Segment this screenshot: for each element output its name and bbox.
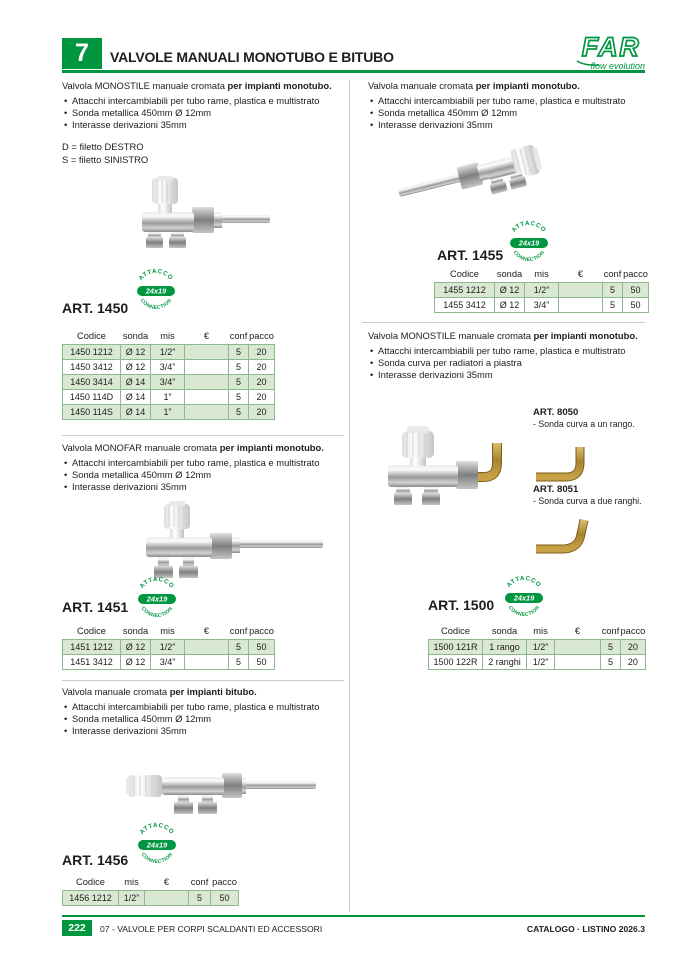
- svg-text:ATTACCO: [138, 822, 175, 836]
- bullet-item: • Sonda curva per radiatori a piastra: [368, 357, 646, 369]
- table-row: [435, 298, 649, 313]
- table-cell: 1”: [151, 405, 185, 420]
- badge-top-text: ATTACCO: [137, 268, 175, 282]
- column-header: conf: [190, 877, 209, 887]
- section-art-1456-text: [62, 686, 346, 737]
- column-header: €: [574, 626, 581, 636]
- product-description: [368, 80, 646, 93]
- table-cell: 1/2”: [527, 655, 555, 670]
- table-cell: 1 rango: [483, 640, 527, 655]
- table-row: [63, 390, 275, 405]
- column-header: mis: [533, 626, 548, 636]
- intro-bold-text: per impianti monotubo.: [227, 80, 332, 91]
- badge-center-text: 24x19: [146, 594, 168, 604]
- sub-article-8051: [533, 484, 651, 506]
- column-header: Codice: [77, 331, 106, 341]
- far-logo-text: FAR: [581, 32, 641, 62]
- valve-1450-product-image: [138, 176, 270, 254]
- page-title: VALVOLE MANUALI MONOTUBO E BITUBO: [110, 49, 394, 65]
- column-header: pacco: [212, 877, 237, 887]
- column-header: mis: [124, 877, 139, 887]
- table-cell: 1450 3412: [63, 360, 121, 375]
- table-cell: [559, 298, 603, 313]
- table-cell: [185, 360, 229, 375]
- table-cell: Ø 12: [495, 283, 525, 298]
- feature-list: [368, 95, 646, 132]
- table-cell: 1450 1212: [63, 345, 121, 360]
- table-cell: 1456 1212: [63, 891, 119, 906]
- column-header: conf: [601, 626, 620, 636]
- table-cell: 3/4”: [151, 375, 185, 390]
- bullet-item: • Attacchi intercambiabili per tubo rame, plastica e multistrato: [62, 701, 346, 713]
- section-art-1451-text: [62, 442, 346, 493]
- art-1455-heading: ART. 1455: [437, 247, 504, 263]
- column-header: pacco: [249, 331, 274, 341]
- feature-list: [62, 457, 346, 494]
- table-cell: 50: [211, 891, 239, 906]
- table-cell: 3/4”: [151, 360, 185, 375]
- badge-bottom-text: CONNECTION: [506, 604, 542, 619]
- table-row: [63, 345, 275, 360]
- feature-list: [62, 701, 346, 738]
- section-divider-left-1: [62, 435, 344, 436]
- brass-probe-8051-image: [532, 509, 590, 555]
- section-divider-left-2: [62, 680, 344, 681]
- table-cell: 20: [249, 390, 275, 405]
- bullet-item: • Sonda metallica 450mm Ø 12mm: [62, 713, 346, 725]
- table-header-row: [435, 269, 649, 283]
- badge-top-text: ATTACCO: [505, 575, 543, 589]
- table-row: [63, 360, 275, 375]
- badge-top-text: ATTACCO: [510, 220, 548, 234]
- badge-top-text: ATTACCO: [138, 822, 176, 836]
- art-1451-heading: ART. 1451: [62, 599, 129, 615]
- table-cell: Ø 12: [121, 360, 151, 375]
- chapter-number-box: [62, 38, 102, 69]
- table-cell: 3/4”: [151, 655, 185, 670]
- column-header: mis: [160, 626, 175, 636]
- column-header: Codice: [450, 269, 479, 279]
- section-art-1500-text: [368, 330, 646, 381]
- table-row: [63, 405, 275, 420]
- attacco-24x19-badge: [501, 575, 547, 621]
- table-cell: 3/4”: [525, 298, 559, 313]
- art-8051-heading: ART. 8051: [533, 484, 579, 495]
- table-cell: 5: [603, 283, 623, 298]
- bullet-item: • Attacchi intercambiabili per tubo rame, plastica e multistrato: [62, 95, 346, 107]
- table-cell: [559, 283, 603, 298]
- chapter-number: 7: [75, 39, 89, 67]
- intro-bold-text: per impianti monotubo.: [475, 80, 580, 91]
- intro-text: Valvola manuale cromata: [368, 80, 474, 91]
- column-header: €: [163, 877, 170, 887]
- page-number-badge: [62, 920, 92, 936]
- badge-bottom-text: CONNECTION: [138, 297, 174, 312]
- table-cell: 1455 3412: [435, 298, 495, 313]
- table-cell: [185, 405, 229, 420]
- art-1500-table: [428, 626, 646, 670]
- section-art-1450-text: [62, 80, 346, 166]
- valve-1451-product-image: [128, 500, 323, 580]
- table-cell: 1/2”: [527, 640, 555, 655]
- intro-bold-text: per impianti monotubo.: [219, 442, 324, 453]
- section-art-1455-text: [368, 80, 646, 131]
- product-description: [62, 80, 346, 93]
- bullet-item: • Sonda metallica 450mm Ø 12mm: [62, 469, 346, 481]
- header-rule: [62, 70, 645, 73]
- table-cell: 20: [621, 655, 646, 670]
- table-cell: 5: [229, 405, 249, 420]
- table-cell: 1451 1212: [63, 640, 121, 655]
- table-cell: Ø 14: [121, 405, 151, 420]
- table-header-row: [429, 626, 646, 640]
- table-cell: 5: [601, 640, 621, 655]
- svg-text:CONNECTION: [140, 606, 174, 619]
- table-row: [435, 283, 649, 298]
- badge-top-text: ATTACCO: [138, 576, 176, 590]
- attacco-24x19-badge: [134, 576, 180, 622]
- table-header-row: [63, 331, 275, 345]
- table-cell: Ø 14: [121, 390, 151, 405]
- table-cell: [185, 640, 229, 655]
- column-header: Codice: [76, 877, 105, 887]
- art-1450-heading: ART. 1450: [62, 300, 129, 316]
- thread-notes: [62, 140, 346, 166]
- svg-text:CONNECTION: [140, 852, 174, 865]
- bullet-item: • Sonda metallica 450mm Ø 12mm: [62, 107, 346, 119]
- table-cell: 2 ranghi: [483, 655, 527, 670]
- column-divider: [349, 80, 350, 912]
- table-row: [63, 375, 275, 390]
- table-cell: 5: [603, 298, 623, 313]
- art-1456-table: [62, 877, 239, 906]
- table-cell: 20: [249, 345, 275, 360]
- column-header: mis: [160, 331, 175, 341]
- intro-text: Valvola MONOSTILE manuale cromata: [62, 80, 225, 91]
- bullet-item: • Interasse derivazioni 35mm: [368, 369, 646, 381]
- table-cell: [185, 345, 229, 360]
- section-divider-right-1: [362, 322, 645, 323]
- table-cell: 50: [623, 298, 649, 313]
- svg-text:ATTACCO: [505, 575, 542, 589]
- table-cell: 5: [229, 390, 249, 405]
- table-cell: 5: [601, 655, 621, 670]
- valve-1455-product-image: [398, 140, 546, 218]
- table-cell: 1/2”: [151, 345, 185, 360]
- column-header: sonda: [122, 626, 149, 636]
- feature-list: [368, 345, 646, 382]
- table-cell: 1451 3412: [63, 655, 121, 670]
- table-cell: Ø 14: [121, 375, 151, 390]
- table-cell: [555, 655, 601, 670]
- badge-center-text: 24x19: [513, 593, 535, 603]
- intro-bold-text: per impianti monotubo.: [533, 330, 638, 341]
- table-cell: 1/2”: [525, 283, 559, 298]
- footer-section-title: 07 - VALVOLE PER CORPI SCALDANTI ED ACCESSORI: [100, 924, 323, 934]
- footer-catalog-edition: CATALOGO · LISTINO 2026.3: [526, 924, 645, 934]
- table-cell: 1450 3414: [63, 375, 121, 390]
- brass-probe-8050-image: [532, 437, 590, 483]
- table-row: [429, 640, 646, 655]
- table-row: [429, 655, 646, 670]
- table-cell: 5: [229, 655, 249, 670]
- table-row: [63, 655, 275, 670]
- table-cell: [555, 640, 601, 655]
- column-header: conf: [229, 626, 248, 636]
- table-cell: 20: [249, 360, 275, 375]
- art-1456-heading: ART. 1456: [62, 852, 129, 868]
- intro-bold-text: per impianti bitubo.: [169, 686, 257, 697]
- column-header: pacco: [620, 626, 646, 636]
- valve-1500-product-image: [380, 425, 505, 523]
- footer-rule: [62, 915, 645, 917]
- column-header: mis: [534, 269, 549, 279]
- table-cell: Ø 12: [121, 640, 151, 655]
- table-cell: 50: [249, 655, 275, 670]
- table-cell: 20: [249, 405, 275, 420]
- table-cell: 1500 122R: [429, 655, 483, 670]
- product-description: [62, 686, 346, 699]
- product-description: [62, 442, 346, 455]
- table-cell: 1500 121R: [429, 640, 483, 655]
- svg-text:ATTACCO: [138, 576, 175, 590]
- intro-text: Valvola manuale cromata: [62, 686, 168, 697]
- bullet-item: • Interasse derivazioni 35mm: [62, 481, 346, 493]
- table-cell: 1”: [151, 390, 185, 405]
- art-8050-heading: ART. 8050: [533, 407, 579, 418]
- svg-text:CONNECTION: [507, 605, 541, 618]
- bullet-item: • Interasse derivazioni 35mm: [368, 119, 646, 131]
- attacco-24x19-badge: [133, 268, 179, 314]
- badge-bottom-text: CONNECTION: [139, 851, 175, 866]
- table-row: [63, 891, 239, 906]
- svg-text:ATTACCO: [137, 268, 174, 282]
- art-1450-table: [62, 331, 275, 420]
- art-1451-table: [62, 626, 275, 670]
- art-8050-description: - Sonda curva a un rango.: [533, 419, 635, 429]
- bullet-item: • Interasse derivazioni 35mm: [62, 725, 346, 737]
- badge-bottom-text: CONNECTION: [139, 605, 175, 620]
- table-header-row: [63, 626, 275, 640]
- table-cell: 1450 114D: [63, 390, 121, 405]
- bullet-item: • Interasse derivazioni 35mm: [62, 119, 346, 131]
- table-cell: Ø 12: [121, 655, 151, 670]
- badge-center-text: 24x19: [145, 286, 167, 296]
- table-cell: 5: [229, 640, 249, 655]
- table-cell: 50: [249, 640, 275, 655]
- art-1500-heading: ART. 1500: [428, 597, 495, 613]
- table-cell: 5: [229, 345, 249, 360]
- table-cell: Ø 12: [495, 298, 525, 313]
- attacco-24x19-badge: [134, 822, 180, 868]
- bullet-item: • Attacchi intercambiabili per tubo rame, plastica e multistrato: [368, 345, 646, 357]
- table-cell: [145, 891, 189, 906]
- note-thread-left: S = filetto SINISTRO: [62, 154, 149, 166]
- note-thread-right: D = filetto DESTRO: [62, 141, 144, 153]
- column-header: conf: [229, 331, 248, 341]
- table-cell: 20: [249, 375, 275, 390]
- column-header: sonda: [496, 269, 523, 279]
- intro-text: Valvola MONOFAR manuale cromata: [62, 442, 218, 453]
- table-cell: 5: [229, 360, 249, 375]
- column-header: Codice: [77, 626, 106, 636]
- badge-center-text: 24x19: [146, 840, 168, 850]
- column-header: €: [203, 626, 210, 636]
- table-cell: [185, 655, 229, 670]
- table-cell: 1/2”: [119, 891, 145, 906]
- column-header: €: [203, 331, 210, 341]
- column-header: conf: [603, 269, 622, 279]
- far-logo: [571, 29, 647, 74]
- sub-article-8050: [533, 407, 648, 429]
- table-cell: 1455 1212: [435, 283, 495, 298]
- far-logo-tagline: flow evolution: [590, 61, 645, 71]
- table-cell: 5: [189, 891, 211, 906]
- column-header: pacco: [249, 626, 274, 636]
- table-cell: 20: [621, 640, 646, 655]
- table-cell: 50: [623, 283, 649, 298]
- table-row: [63, 640, 275, 655]
- column-header: sonda: [491, 626, 518, 636]
- attacco-24x19-badge: [506, 220, 552, 266]
- product-description: [368, 330, 646, 343]
- table-cell: 1450 114S: [63, 405, 121, 420]
- bullet-item: • Attacchi intercambiabili per tubo rame, plastica e multistrato: [62, 457, 346, 469]
- table-cell: [185, 390, 229, 405]
- valve-1456-product-image: [126, 765, 316, 825]
- table-cell: [185, 375, 229, 390]
- intro-text: Valvola MONOSTILE manuale cromata: [368, 330, 531, 341]
- bullet-item: • Sonda metallica 450mm Ø 12mm: [368, 107, 646, 119]
- column-header: €: [577, 269, 584, 279]
- column-header: pacco: [623, 269, 648, 279]
- table-cell: 1/2”: [151, 640, 185, 655]
- svg-text:ATTACCO: [510, 220, 547, 234]
- bullet-item: • Attacchi intercambiabili per tubo rame, plastica e multistrato: [368, 95, 646, 107]
- table-header-row: [63, 877, 239, 891]
- feature-list: [62, 95, 346, 132]
- svg-text:CONNECTION: [512, 250, 546, 263]
- page-number: 222: [68, 922, 86, 934]
- art-1455-table: [434, 269, 649, 313]
- column-header: sonda: [122, 331, 149, 341]
- table-cell: 5: [229, 375, 249, 390]
- svg-text:CONNECTION: [139, 298, 173, 311]
- table-cell: Ø 12: [121, 345, 151, 360]
- column-header: Codice: [441, 626, 470, 636]
- badge-center-text: 24x19: [518, 238, 540, 248]
- badge-bottom-text: CONNECTION: [511, 249, 547, 264]
- art-8051-description: - Sonda curva a due ranghi.: [533, 496, 642, 506]
